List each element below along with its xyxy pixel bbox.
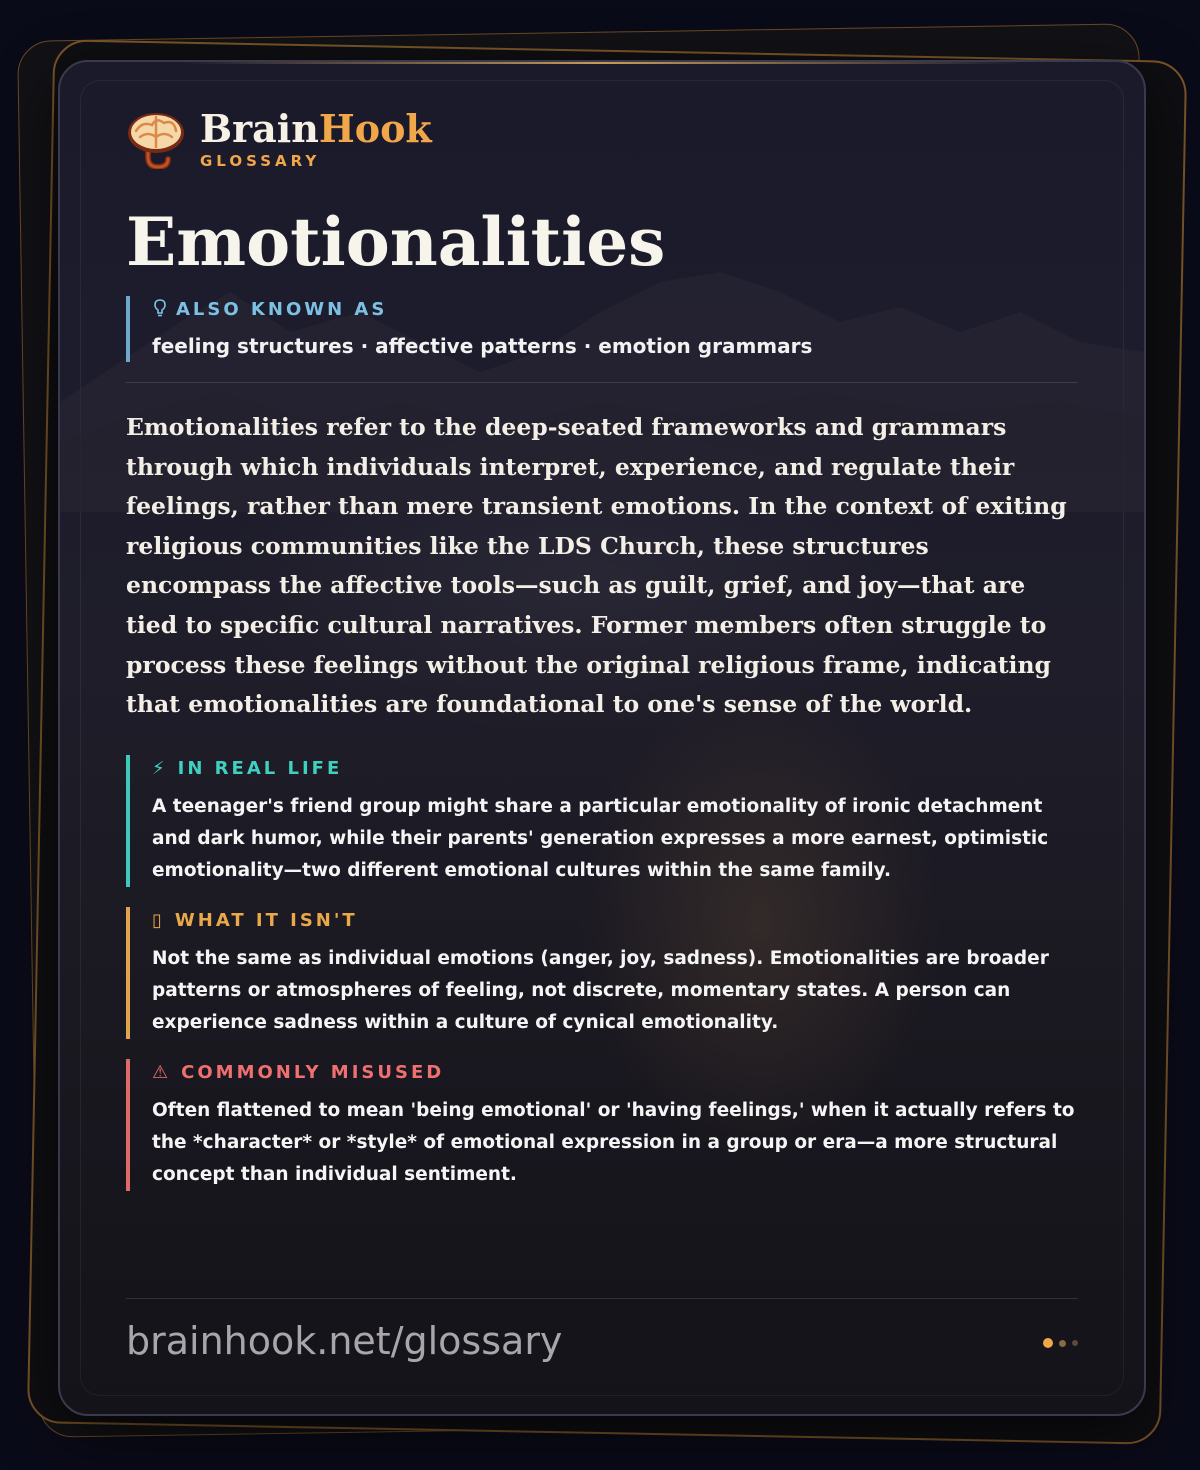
brand-name-part2: Hook <box>318 106 432 151</box>
page-dot[interactable] <box>1059 1340 1066 1347</box>
glossary-card <box>58 60 1146 1416</box>
what-it-isnt-section <box>126 907 1078 1039</box>
commonly-misused-section <box>126 1059 1078 1191</box>
footer-url-link[interactable]: brainhook.net/glossary <box>126 1319 563 1363</box>
also-known-as-heading <box>152 296 1078 324</box>
lightbulb-icon <box>152 298 168 318</box>
also-known-as-values: feeling structures · affective patterns · emotion grammars <box>152 334 813 358</box>
commonly-misused-body: Often flattened to mean 'being emotional' or 'having feelings,' when it actually refers to the *character* or *style* of emotional expression in a group or era—a more structural concept than individual sentiment. <box>152 1099 1075 1185</box>
what-it-isnt-body: Not the same as individual emotions (anger, joy, sadness). Emotionalities are broader patterns or atmospheres of feeling, not discrete, momentary states. A person can experience sadness within a culture of cynical emotionality. <box>152 947 1049 1033</box>
also-known-as-label: ALSO KNOWN AS <box>176 299 388 320</box>
what-it-isnt-heading <box>152 907 1078 935</box>
warning-icon: ⚠ <box>152 1061 172 1083</box>
card-top-glow <box>180 62 1024 64</box>
brand-name-part1: Brain <box>200 106 319 151</box>
brand-text <box>200 108 432 170</box>
also-known-as-section <box>126 296 1078 362</box>
section-divider <box>126 382 1078 383</box>
term-title: Emotionalities <box>126 203 666 281</box>
commonly-misused-heading <box>152 1059 1078 1087</box>
brand-subtitle: GLOSSARY <box>200 152 321 170</box>
page-dot-active[interactable] <box>1043 1338 1053 1348</box>
in-real-life-label: IN REAL LIFE <box>177 757 343 779</box>
brand-name <box>200 108 432 150</box>
term-definition: Emotionalities refer to the deep-seated frameworks and grammars through which individuals interpret, experience, and regulate their feelings, rather than mere transient emotions. In the context of exiting religious communities like the LDS Church, these structures encompass the affective tools—such as guilt, grief, and joy—that are tied to specific cultural narratives. Former members often struggle to process these feelings without the original religious frame, indicating that emotionalities are foundational to one's sense of the world. <box>126 413 1067 719</box>
in-real-life-body: A teenager's friend group might share a particular emotionality of ironic detachment and dark humor, while their parents' generation expresses a more earnest, optimistic emotionality—two different emotional cultures within the same family. <box>152 795 1049 881</box>
in-real-life-heading <box>152 755 1078 783</box>
brand-header <box>126 106 1078 172</box>
page-indicator <box>1037 1338 1078 1348</box>
card-content <box>126 106 1078 1191</box>
page-dot[interactable] <box>1072 1340 1078 1346</box>
what-it-isnt-label: WHAT IT ISN'T <box>174 909 358 931</box>
prohibited-icon: ▯ <box>152 909 165 931</box>
brain-hook-logo-icon <box>126 109 186 169</box>
commonly-misused-label: COMMONLY MISUSED <box>181 1061 445 1083</box>
footer-divider <box>126 1298 1078 1299</box>
lightning-icon: ⚡ <box>152 757 168 779</box>
in-real-life-section <box>126 755 1078 887</box>
